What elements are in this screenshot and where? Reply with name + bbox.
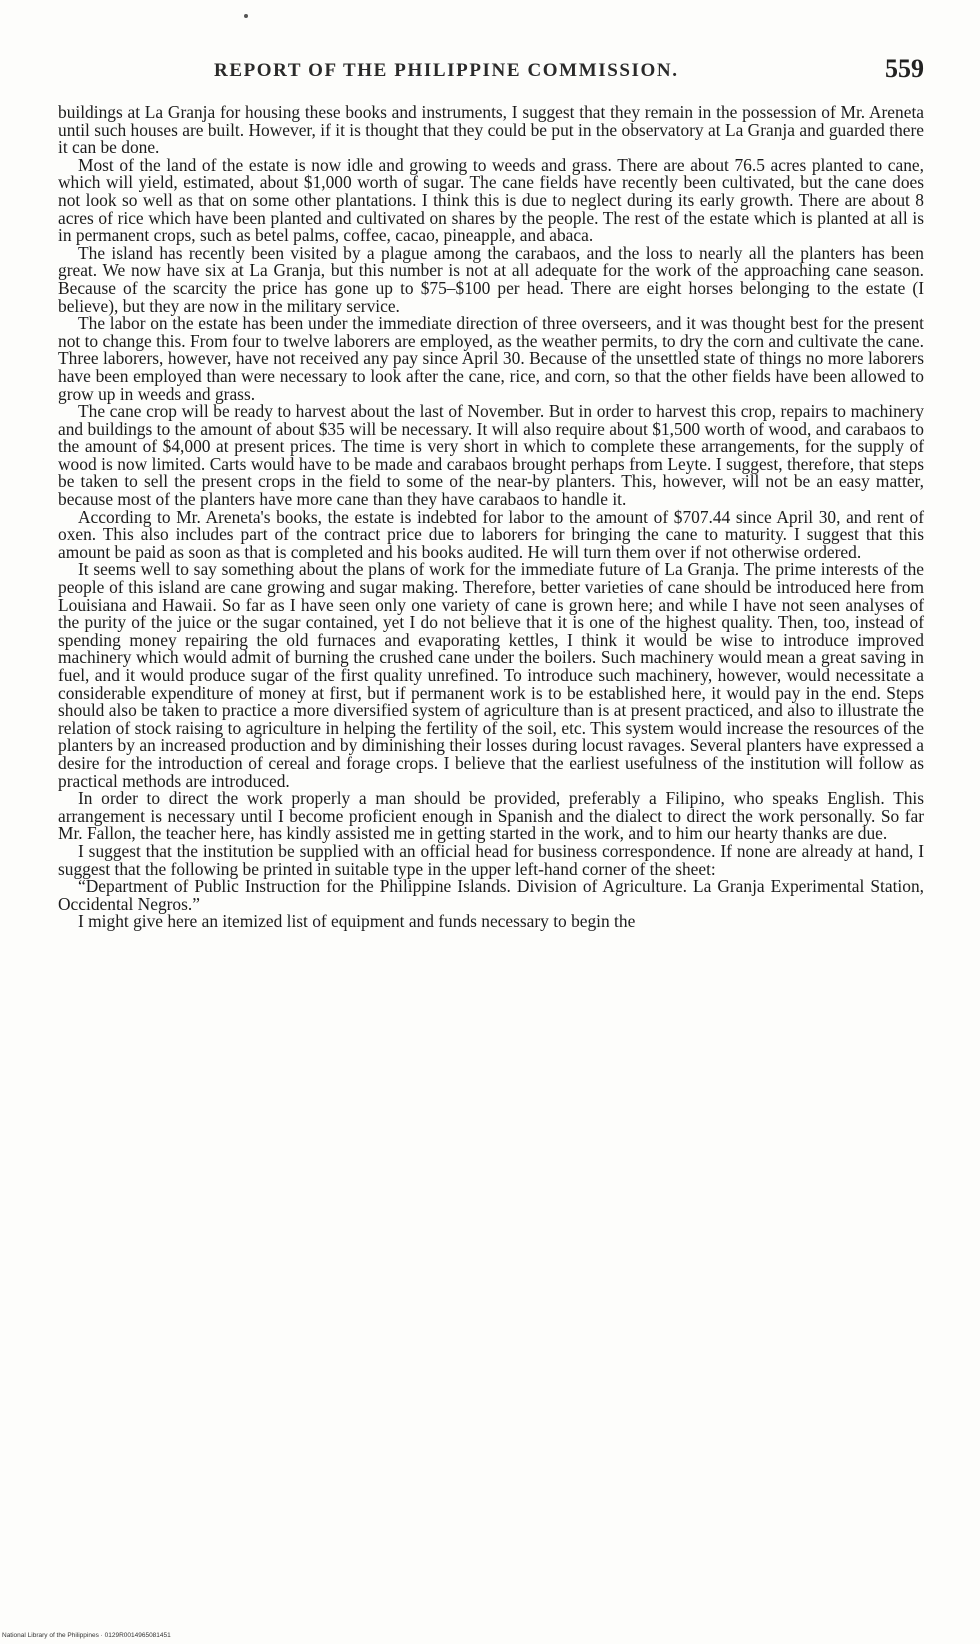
body-text bbox=[58, 104, 924, 931]
paragraph: It seems well to say something about the plans of work for the immediate future of La Granja. The prime interests of the people of this island are cane growing and sugar making. Therefore, better varieties of cane should be introduced here from Louisiana and Hawaii. So far as I have seen only one variety of cane is grown here; and while I have not seen analyses of the purity of the juice or the sugar contained, yet I do not believe that it is one of the highest quality. Then, too, instead of spending money repairing the old furnaces and evaporating kettles, I think it would be wise to introduce improved machinery which would admit of burning the crushed cane under the boilers. Such machinery would mean a great saving in fuel, and it would produce sugar of the first quality unrefined. To introduce such machinery, however, would necessitate a considerable expenditure of money at first, but if permanent work is to be established here, it would pay in the end. Steps should also be taken to practice a more diversified system of agriculture than is at present practiced, and also to illustrate the relation of stock raising to agriculture in helping the fertility of the soil, etc. This system would increase the resources of the planters by an increased production and by diminishing their losses during locust ravages. Several planters have expressed a desire for the introduction of cereal and forage crops. I believe that the earliest usefulness of the institution will follow as practical methods are introduced. bbox=[58, 559, 924, 791]
paragraph: According to Mr. Areneta's books, the estate is indebted for labor to the amount of $707.44 since April 30, and rent of oxen. This also includes part of the contract price due to laborers for bringing the cane to maturity. I suggest that this amount be paid as soon as that is completed and his books audited. He will turn them over if not otherwise ordered. bbox=[58, 506, 924, 562]
paragraph: The island has recently been visited by a plague among the carabaos, and the loss to nearly all the planters has been great. We now have six at La Granja, but this number is not at all adequate for the work of the approaching cane season. Because of the scarcity the price has gone up to $75–$100 per head. There are eight horses belonging to the estate (I believe), but they are now in the military service. bbox=[58, 242, 924, 316]
paragraph: The labor on the estate has been under the immediate direction of three overseers, and it was thought best for the present not to change this. From four to twelve laborers are employed, as the weather permits, to dry the corn and cultivate the cane. Three laborers, however, have not received any pay since April 30. Because of the unsettled state of things no more laborers have been employed than were necessary to look after the cane, rice, and corn, so that the other fields have been allowed to grow up in weeds and grass. bbox=[58, 313, 924, 404]
library-stamp: National Library of the Philippines · 0129R0014965081451 bbox=[2, 1632, 171, 1639]
paragraph: I suggest that the institution be supplied with an official head for business correspondence. If none are already at hand, I suggest that the following be printed in suitable type in the upper left-hand corner of the sheet: bbox=[58, 840, 924, 879]
paragraph: The cane crop will be ready to harvest about the last of November. But in order to harvest this crop, repairs to machinery and buildings to the amount of about $35 will be necessary. It will also require about $1,500 worth of wood, and carabaos to the amount of $4,000 at present prices. The time is very short in which to complete these arrangements, for the supply of wood is now limited. Carts would have to be made and carabaos brought perhaps from Leyte. I suggest, therefore, that steps be taken to sell the present crops in the field to some of the near-by planters. This, however, will not be an easy matter, because most of the planters have more cane than they have carabaos to handle it. bbox=[58, 401, 924, 510]
paragraph: Most of the land of the estate is now idle and growing to weeds and grass. There are about 76.5 acres planted to cane, which will yield, estimated, about $1,000 worth of sugar. The cane fields have recently been cultivated, but the cane does not look so well as that on some other plantations. I think this is due to neglect during its early growth. There are about 8 acres of rice which have been planted and cultivated on shares by the people. The rest of the estate which is planted at all is in permanent crops, such as betel palms, coffee, cacao, pineapple, and abaca. bbox=[58, 154, 924, 246]
ink-speck bbox=[244, 14, 248, 18]
paragraph: In order to direct the work properly a man should be provided, preferably a Filipino, who speaks English. This arrangement is necessary until I become proficient enough in Spanish and the dialect to direct the work personally. So far Mr. Fallon, the teacher here, has kindly assisted me in getting started in the work, and to him our hearty thanks are due. bbox=[58, 788, 924, 844]
paragraph: I might give here an itemized list of equipment and funds necessary to begin the bbox=[78, 911, 636, 932]
paragraph: buildings at La Granja for housing these books and instruments, I suggest that they remain in the possession of Mr. Areneta until such houses are built. However, if it is thought that they could be put in the observatory at La Granja and guarded there it can be done. bbox=[58, 102, 924, 158]
page-number: 559 bbox=[885, 54, 924, 83]
running-title: REPORT OF THE PHILIPPINE COMMISSION. bbox=[214, 60, 679, 81]
paragraph: “Department of Public Instruction for the Philippine Islands. Division of Agriculture. La Granja Experimental Station, Occidental Negros.” bbox=[58, 876, 924, 914]
page-header bbox=[58, 52, 924, 86]
